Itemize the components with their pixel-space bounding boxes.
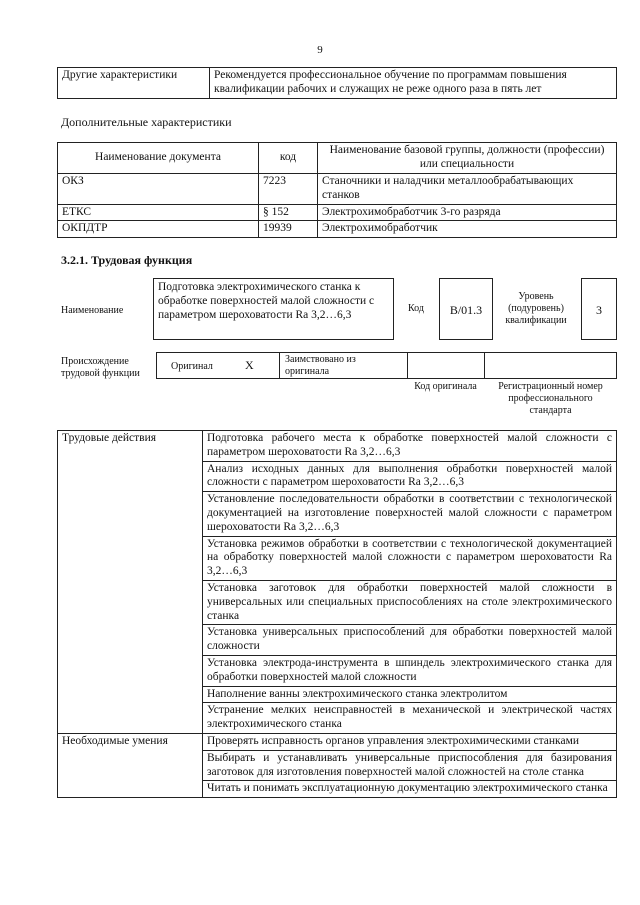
doc-cell: ЕТКС — [58, 204, 259, 221]
original-mark: X — [245, 358, 254, 372]
divider — [279, 353, 280, 378]
function-code-value: В/01.3 — [439, 278, 493, 340]
table-row — [58, 204, 617, 221]
required-skills-label: Необходимые умения — [58, 733, 203, 797]
original-code-label: Код оригинала — [414, 381, 477, 392]
origin-row — [156, 352, 617, 379]
doc-cell: ОКПДТР — [58, 221, 259, 238]
required-skill-item: Читать и понимать эксплуатационную документацию электрохимического станка — [203, 781, 617, 798]
labor-action-item: Установка электрода-инструмента в шпиндель электрохимического станка для обработки поверхностей малой сложности — [203, 655, 617, 686]
required-skill-item: Выбирать и устанавливать универсальные приспособления для базирования заготовок для изготовления поверхностей малой сложностей на столе станка — [203, 750, 617, 781]
function-name-value: Подготовка электрохимического станка к обработке поверхностей малой сложности с параметром шероховатости Ra 3,2…6,3 — [153, 278, 394, 340]
origin-label: Происхождение трудовой функции — [61, 356, 140, 379]
other-characteristics-label: Другие характеристики — [58, 68, 210, 99]
labor-action-item: Установка режимов обработки в соответствии с технологической документацией на обработку поверхностей малой сложности с параметром шероховатости Ra 3,2…6,3 — [203, 536, 617, 580]
original-label: Оригинал — [171, 361, 213, 372]
table-row — [58, 733, 617, 750]
column-header-code: код — [259, 143, 318, 174]
doc-cell: ОКЗ — [58, 174, 259, 205]
other-characteristics-table — [57, 67, 617, 99]
table-row — [58, 431, 617, 462]
additional-characteristics-table — [57, 142, 617, 238]
name-cell: Станочники и наладчики металлообрабатывающих станков — [318, 174, 617, 205]
page-number: 9 — [317, 44, 323, 56]
labor-actions-table — [57, 430, 617, 798]
column-header-base-group: Наименование базовой группы, должности (профессии) или специальности — [318, 143, 617, 174]
code-cell: § 152 — [259, 204, 318, 221]
table-row — [58, 174, 617, 205]
labor-action-item: Установка универсальных приспособлений для обработки поверхностей малой сложности — [203, 625, 617, 656]
labor-action-item: Установка заготовок для обработки поверхностей малой сложности в универсальных или специальных приспособлениях на столе электрохимического станка — [203, 580, 617, 624]
labor-action-item: Анализ исходных данных для выполнения обработки поверхностей малой сложности с параметром шероховатости Ra 3,2…6,3 — [203, 461, 617, 492]
table-row — [58, 221, 617, 238]
additional-characteristics-heading: Дополнительные характеристики — [61, 115, 232, 129]
other-characteristics-value: Рекомендуется профессиональное обучение по программам повышения квалификации рабочих и служащих не реже одного раза в пять лет — [210, 68, 617, 99]
code-cell: 7223 — [259, 174, 318, 205]
name-cell: Электрохимобработчик — [318, 221, 617, 238]
column-header-doc-name: Наименование документа — [58, 143, 259, 174]
code-label: Код — [408, 303, 424, 314]
borrowed-label: Заимствовано из оригинала — [285, 354, 356, 377]
labor-action-item: Наполнение ванны электрохимического станка электролитом — [203, 686, 617, 703]
labor-function-title: 3.2.1. Трудовая функция — [61, 253, 193, 267]
labor-actions-label: Трудовые действия — [58, 431, 203, 734]
qualification-level-label: Уровень (подуровень) квалификации — [505, 291, 567, 326]
table-header-row — [58, 143, 617, 174]
labor-action-item: Подготовка рабочего места к обработке поверхностей малой сложности с параметром шероховатости Ra 3,2…6,3 — [203, 431, 617, 462]
registration-number-label: Регистрационный номер профессионального стандарта — [498, 381, 603, 416]
name-label: Наименование — [61, 305, 124, 316]
divider — [407, 353, 408, 378]
divider — [484, 353, 485, 378]
required-skill-item: Проверять исправность органов управления электрохимическими станками — [203, 733, 617, 750]
labor-action-item: Установление последовательности обработки в соответствии с технологической документацией на изготовление поверхностей малой сложности с параметром шероховатости Ra 3,2…6,3 — [203, 492, 617, 536]
name-cell: Электрохимобработчик 3-го разряда — [318, 204, 617, 221]
labor-action-item: Устранение мелких неисправностей в механической и электрической частях электрохимического станка — [203, 703, 617, 734]
qualification-level-value: 3 — [581, 278, 617, 340]
table-row — [58, 68, 617, 99]
code-cell: 19939 — [259, 221, 318, 238]
